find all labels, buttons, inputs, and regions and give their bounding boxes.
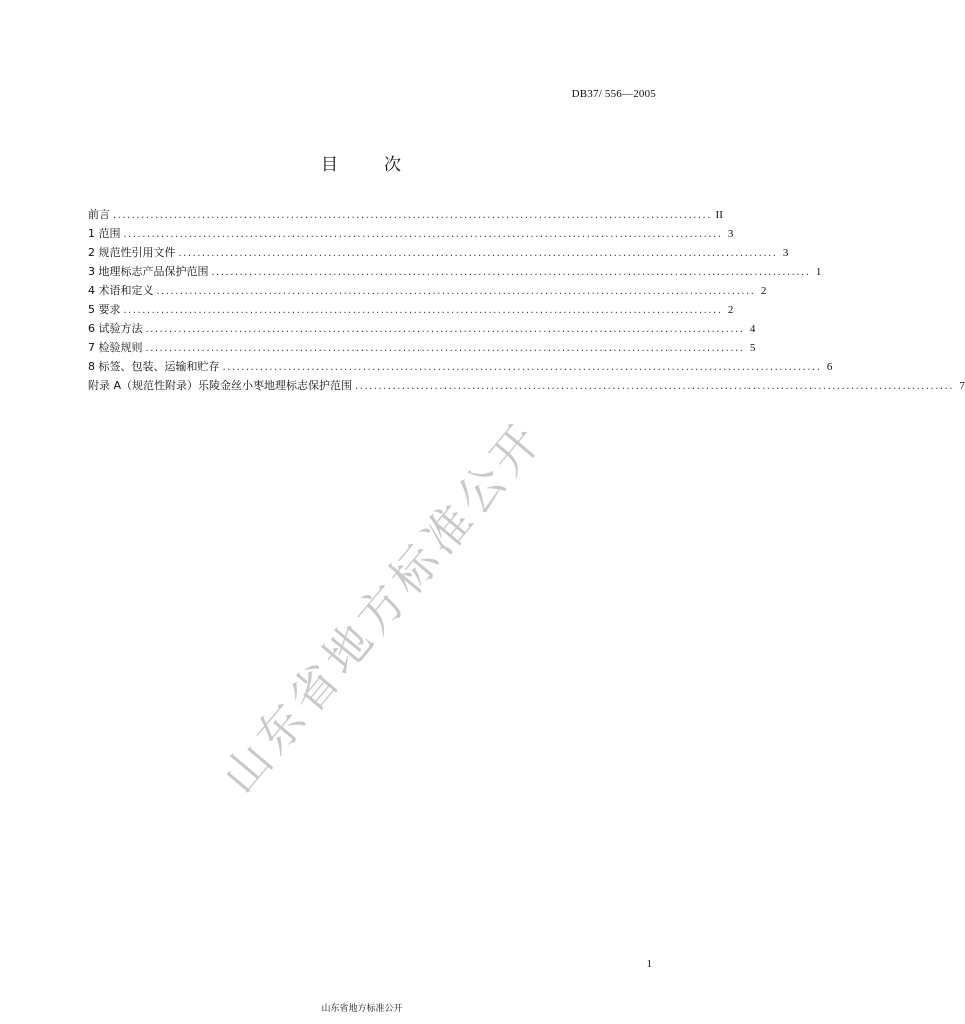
- toc-entry-label: 前言: [88, 208, 110, 221]
- toc-entry-page: 6: [826, 361, 833, 373]
- toc-entry-page: 5: [749, 342, 756, 354]
- toc-entry[interactable]: [88, 263, 822, 282]
- toc-entry-page: 4: [749, 323, 756, 335]
- toc-entry-label: 3 地理标志产品保护范围: [88, 265, 209, 278]
- toc-leader-dots: ................................................................................................................................: [145, 343, 745, 354]
- toc-entry-page: 3: [727, 228, 734, 240]
- toc-entry-label: 5 要求: [88, 303, 121, 316]
- toc-entry[interactable]: [88, 282, 767, 301]
- toc-entry[interactable]: [88, 206, 723, 225]
- document-code: DB37/ 556—2005: [571, 88, 656, 100]
- watermark: 山东省地方标准公开: [211, 410, 554, 804]
- toc-entry[interactable]: [88, 339, 756, 358]
- toc-entry-page: 7: [959, 380, 965, 392]
- toc-entry-label: 8 标签、包装、运输和贮存: [88, 360, 220, 373]
- toc-entry[interactable]: [88, 358, 833, 377]
- toc-entry-label: 2 规范性引用文件: [88, 246, 176, 259]
- toc-entry-page: II: [715, 209, 723, 221]
- page-footer: 山东省地方标准公开: [321, 1004, 403, 1014]
- toc-leader-dots: ................................................................................................................................: [222, 362, 822, 373]
- toc-entry-label: 6 试验方法: [88, 322, 143, 335]
- toc-leader-dots: ................................................................................................................................: [113, 210, 712, 221]
- toc-entry-page: 2: [760, 285, 767, 297]
- toc-entry-label: 1 范围: [88, 227, 121, 240]
- toc-entry-page: 2: [727, 304, 734, 316]
- toc-entry-page: 1: [815, 266, 822, 278]
- toc-leader-dots: ................................................................................................................................: [156, 286, 756, 297]
- toc-entry-label: 7 检验规则: [88, 341, 143, 354]
- toc-leader-dots: ................................................................................................................................: [123, 305, 723, 316]
- toc-entry[interactable]: [88, 320, 756, 339]
- toc-title-char-1: 目: [321, 155, 340, 175]
- toc-entry-label: 4 术语和定义: [88, 284, 154, 297]
- toc-entry[interactable]: [88, 244, 789, 263]
- toc-leader-dots: ................................................................................................................................: [355, 381, 954, 392]
- toc-leader-dots: ................................................................................................................................: [211, 267, 811, 278]
- toc-leader-dots: ................................................................................................................................: [178, 248, 778, 259]
- toc-entry[interactable]: [88, 301, 734, 320]
- toc-entry-page: 3: [782, 247, 789, 259]
- toc-leader-dots: ................................................................................................................................: [123, 229, 723, 240]
- page-number: 1: [646, 958, 652, 970]
- toc-entry[interactable]: [88, 225, 734, 244]
- toc-entry-label: 附录 A（规范性附录）乐陵金丝小枣地理标志保护范围: [88, 379, 353, 392]
- toc-entry[interactable]: [88, 377, 965, 396]
- table-of-contents: [88, 206, 965, 396]
- toc-title: [0, 150, 724, 175]
- toc-title-char-2: 次: [384, 155, 403, 175]
- toc-leader-dots: ................................................................................................................................: [145, 324, 745, 335]
